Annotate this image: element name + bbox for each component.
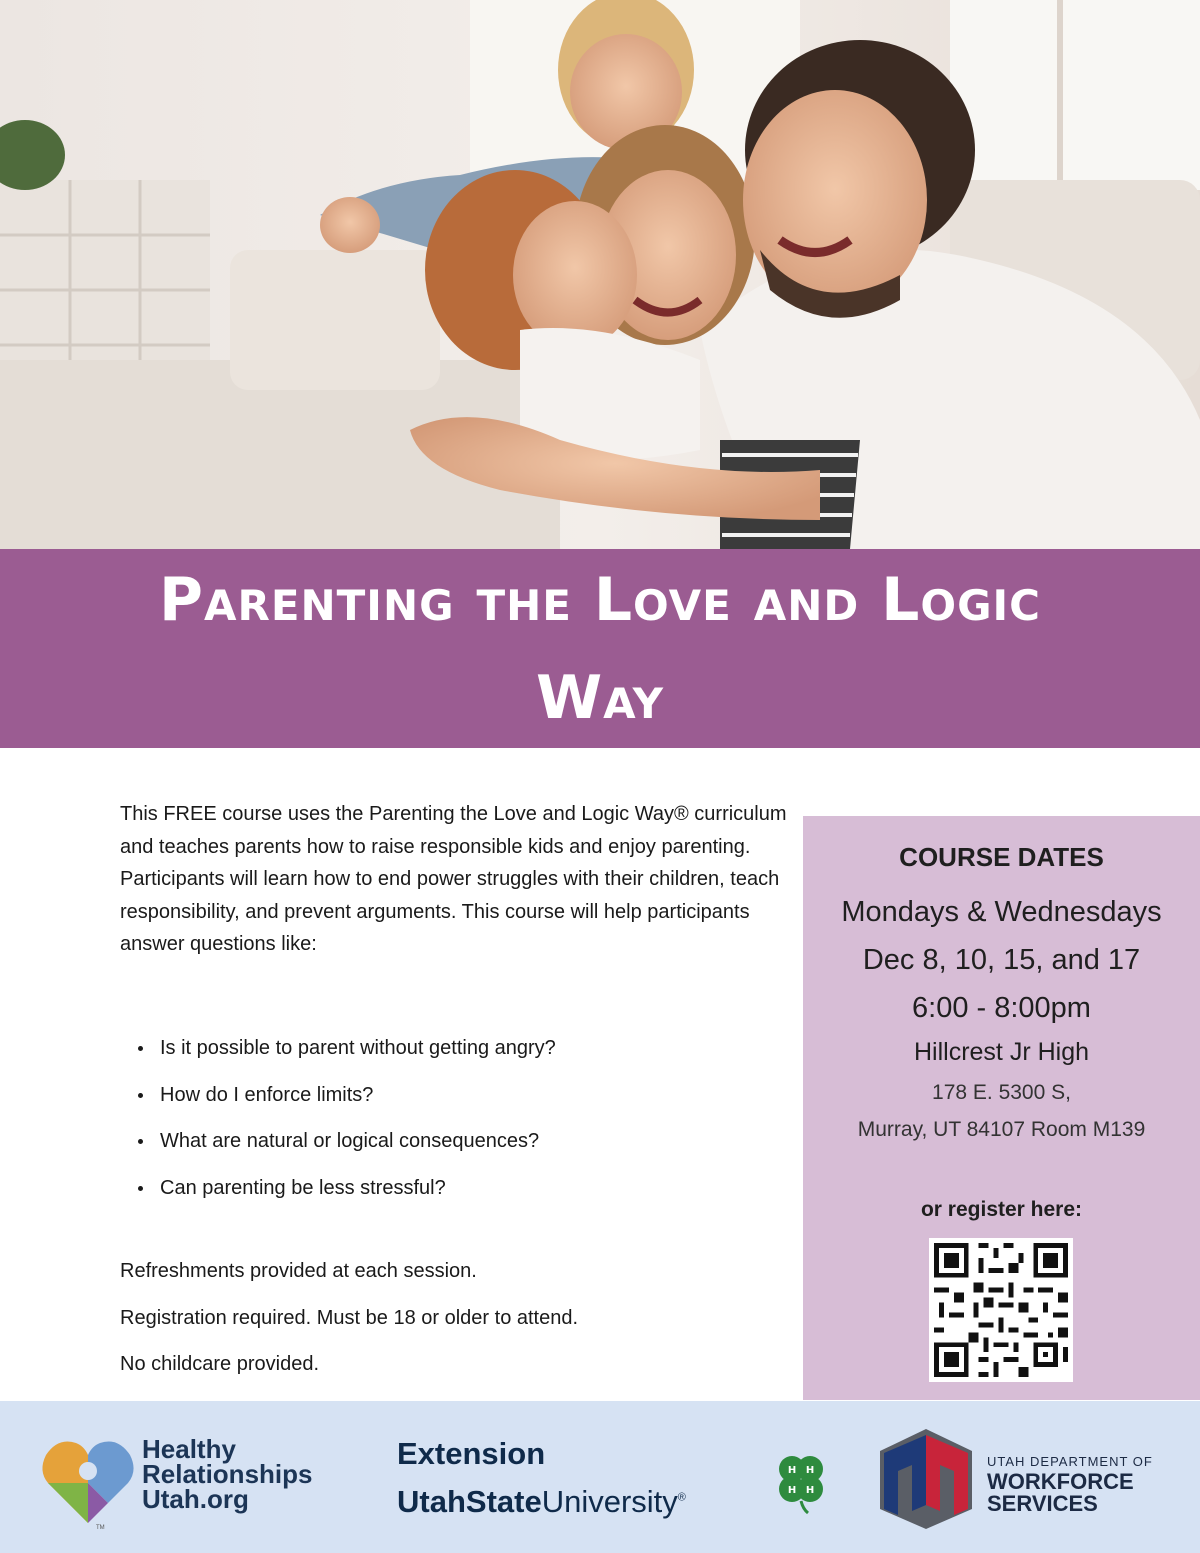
question-text: How do I enforce limits? [160,1083,374,1106]
course-dates-panel [803,816,1200,1400]
dws-logo-icon [876,1425,976,1529]
bullet-icon [138,1093,143,1098]
bullet-icon [138,1139,143,1144]
svg-text:H: H [787,1485,797,1496]
question-text: Can parenting be less stressful? [160,1176,446,1199]
usu-regular: University [541,1484,678,1519]
list-item [120,1077,780,1124]
registration-note: Registration required. Must be 18 or older to attend. [120,1306,579,1329]
list-item [120,1030,780,1077]
registered-mark: ® [677,1491,686,1504]
list-item [120,1170,780,1217]
hero-photo [0,0,1200,549]
hru-line3: Utah.org [142,1484,249,1514]
dws-name [987,1471,1134,1515]
intro-paragraph: This FREE course uses the Parenting the Love and Logic Way® curriculum and teaches parents how to raise responsible kids and enjoy parenting. Participants will learn how to end power struggles with their children, teach responsibility, and prevent arguments. This course will help participants answer questions like: [120,803,787,955]
bullet-icon [138,1186,143,1191]
puzzle-heart-icon [38,1431,138,1531]
dws-department-label: UTAH DEPARTMENT OF [987,1454,1153,1469]
tm-mark: TM [96,1525,105,1531]
page-title: Parenting the Love and Logic Way [159,564,1041,733]
dws-line1: WORKFORCE [987,1469,1134,1494]
dws-line2: SERVICES [987,1491,1098,1516]
notes-block [120,1256,780,1396]
title-band [0,549,1200,748]
course-venue: Hillcrest Jr High [913,1038,1090,1066]
svg-text:H: H [787,1465,797,1476]
hru-wordmark [142,1434,313,1514]
family-photo-illustration [0,0,1200,549]
question-list [120,1030,780,1216]
question-text: Is it possible to parent without getting angry? [160,1037,556,1059]
list-item [120,1123,780,1170]
refreshments-note: Refreshments provided at each session. [120,1260,477,1282]
course-dates-heading: COURSE DATES [899,842,1104,872]
register-label: or register here: [920,1198,1083,1221]
four-h-clover-icon [770,1453,832,1515]
bullet-icon [138,1046,143,1051]
course-time: 6:00 - 8:00pm [912,992,1091,1024]
question-text: What are natural or logical consequences? [160,1130,540,1152]
course-address-line2: Murray, UT 84107 Room M139 [857,1118,1146,1141]
usu-bold: UtahState [397,1484,542,1519]
course-address-line1: 178 E. 5300 S, [932,1081,1071,1104]
svg-text:H: H [805,1485,815,1496]
hru-line1: Healthy [142,1434,236,1464]
hru-line2: Relationships [142,1459,313,1489]
usu-wordmark [397,1484,686,1520]
qr-code-icon[interactable] [929,1238,1073,1382]
course-days: Mondays & Wednesdays [841,896,1162,928]
footer-logos [0,1401,1200,1553]
course-dates: Dec 8, 10, 15, and 17 [862,944,1141,976]
extension-label: Extension [397,1436,546,1471]
childcare-note: No childcare provided. [120,1353,319,1375]
svg-text:H: H [805,1465,815,1476]
